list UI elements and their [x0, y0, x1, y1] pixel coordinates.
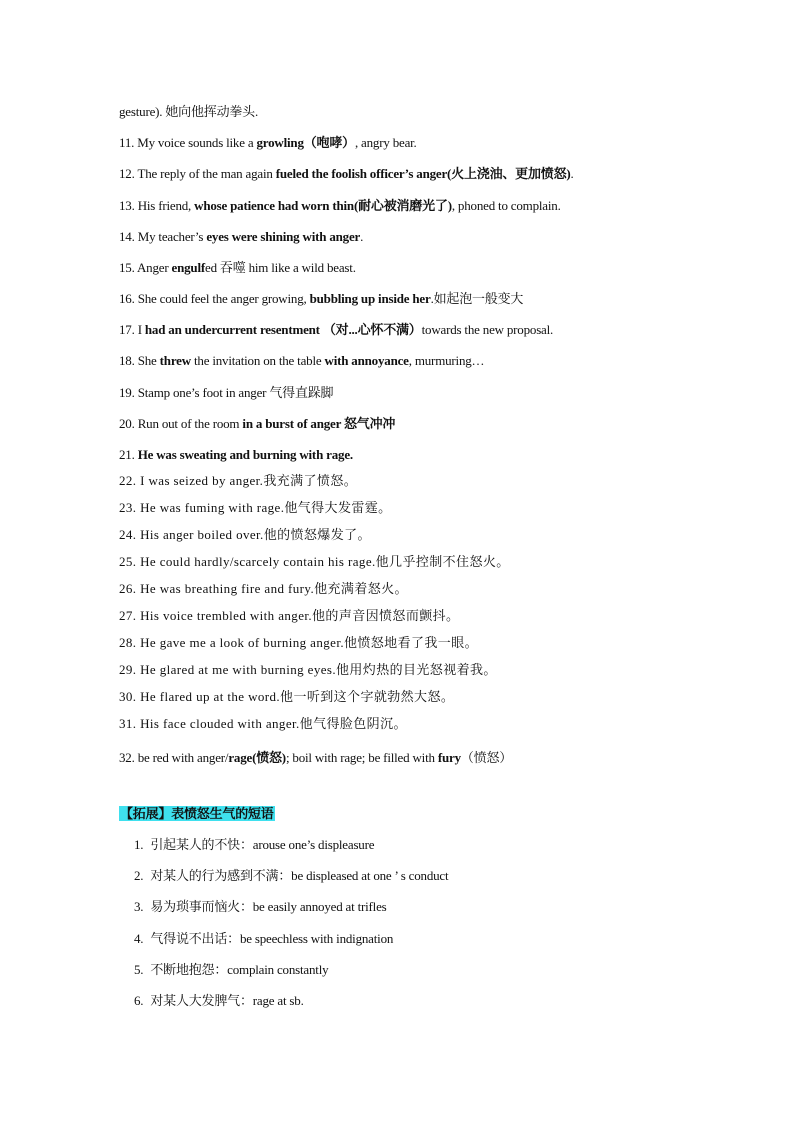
- bold-phrase: eyes were shining with anger: [206, 229, 361, 244]
- text-segment: He glared at me with burning eyes.他用灼热的目光怒视着我。: [136, 662, 497, 677]
- text-segment: .: [360, 229, 364, 244]
- text-line: [119, 165, 574, 183]
- line-number: 16.: [119, 291, 135, 306]
- line-number: 19.: [119, 385, 135, 400]
- extension-item: [134, 930, 393, 948]
- item-number: 4.: [134, 931, 144, 946]
- line-number: 12.: [119, 166, 135, 181]
- text-segment: be red with anger/: [134, 750, 229, 765]
- line-number: 28.: [119, 635, 137, 650]
- text-segment: , murmuring…: [408, 353, 485, 368]
- text-line: [119, 259, 356, 277]
- bold-phrase: bubbling up inside her: [309, 291, 431, 306]
- bold-phrase: growling（咆哮）: [256, 135, 355, 150]
- text-segment: Stamp one’s foot in anger 气得直跺脚: [134, 385, 334, 400]
- text-line: [119, 415, 395, 433]
- text-segment: （愤怒）: [460, 750, 513, 765]
- extension-item: [134, 961, 328, 979]
- text-segment: ; boil with rage; be filled with: [285, 750, 438, 765]
- text-segment: I: [134, 322, 145, 337]
- line-number: 15.: [119, 260, 135, 275]
- bold-phrase: rage(愤怒): [228, 750, 286, 765]
- text-line: [119, 634, 478, 652]
- text-segment: His face clouded with anger.他气得脸色阴沉。: [136, 716, 407, 731]
- text-segment: He gave me a look of burning anger.他愤怒地看了我一眼。: [136, 635, 478, 650]
- text-line: [119, 197, 561, 215]
- text-segment: He flared up at the word.他一听到这个字就勃然大怒。: [136, 689, 455, 704]
- text-line: [119, 290, 523, 308]
- bold-phrase: whose patience had worn thin(耐心被消磨光了): [194, 198, 452, 213]
- text-segment: , phoned to complain.: [451, 198, 561, 213]
- highlighted-title: 【拓展】表愤怒生气的短语: [120, 806, 274, 821]
- text-segment: She: [134, 353, 160, 368]
- item-number: 5.: [134, 962, 144, 977]
- line-number: 21.: [119, 447, 135, 462]
- bold-phrase: in a burst of anger 怒气冲冲: [242, 416, 396, 431]
- item-text: 易为琐事而恼火：be easily annoyed at trifles: [150, 899, 387, 914]
- text-line: [119, 228, 363, 246]
- item-text: 不断地抱怨：complain constantly: [150, 962, 329, 977]
- item-text: 对某人大发脾气：rage at sb.: [150, 993, 304, 1008]
- line-number: 31.: [119, 716, 137, 731]
- line-number: 30.: [119, 689, 137, 704]
- line-number: 27.: [119, 608, 137, 623]
- line-number: 32.: [119, 750, 135, 765]
- item-text: 对某人的行为感到不满：be displeased at one ’ s conduct: [150, 868, 449, 883]
- text-segment: He could hardly/scarcely contain his rage.他几乎控制不住怒火。: [136, 554, 510, 569]
- bold-phrase: had an undercurrent resentment （对...心怀不满）: [144, 322, 422, 337]
- item-number: 6.: [134, 993, 144, 1008]
- line-number: 26.: [119, 581, 137, 596]
- text-line: [119, 499, 392, 517]
- text-line: [119, 472, 357, 490]
- text-line: [119, 553, 510, 571]
- text-segment: The reply of the man again: [134, 166, 276, 181]
- line-number: 22.: [119, 473, 137, 488]
- text-segment: Anger: [134, 260, 172, 275]
- text-segment: His voice trembled with anger.他的声音因愤怒而颤抖。: [136, 608, 460, 623]
- text-segment: .: [570, 166, 574, 181]
- line-number: 23.: [119, 500, 137, 515]
- bold-phrase: engulf: [171, 260, 206, 275]
- text-segment: I was seized by anger.我充满了愤怒。: [136, 473, 358, 488]
- text-segment: , angry bear.: [354, 135, 417, 150]
- line-number: 20.: [119, 416, 135, 431]
- text-line: [119, 607, 459, 625]
- line-number: 29.: [119, 662, 137, 677]
- bold-phrase: He was sweating and burning with rage.: [134, 447, 353, 462]
- text-line: [119, 321, 553, 339]
- extension-item: [134, 867, 448, 885]
- text-segment: towards the new proposal.: [421, 322, 554, 337]
- text-segment: My teacher’s: [134, 229, 207, 244]
- item-text: 引起某人的不快：arouse one’s displeasure: [150, 837, 375, 852]
- text-segment: My voice sounds like a: [134, 135, 257, 150]
- line-number: 18.: [119, 353, 135, 368]
- extension-heading: [119, 805, 275, 823]
- line-number: 13.: [119, 198, 135, 213]
- line-number: 14.: [119, 229, 135, 244]
- text-segment: She could feel the anger growing,: [134, 291, 310, 306]
- extension-item: [134, 992, 304, 1010]
- text-line: [119, 384, 333, 402]
- line-number: 24.: [119, 527, 137, 542]
- text-line: [119, 749, 512, 767]
- text-segment: He was breathing fire and fury.他充满着怒火。: [136, 581, 408, 596]
- bold-phrase: with annoyance: [324, 353, 409, 368]
- item-number: 2.: [134, 868, 144, 883]
- text-line: [119, 715, 407, 733]
- text-line: [119, 352, 484, 370]
- line-number: 17.: [119, 322, 135, 337]
- line-number: 11.: [119, 135, 135, 150]
- text-segment: His anger boiled over.他的愤怒爆发了。: [136, 527, 371, 542]
- text-line: [119, 688, 454, 706]
- text-line: [119, 661, 497, 679]
- item-number: 1.: [134, 837, 144, 852]
- item-text: 气得说不出话：be speechless with indignation: [150, 931, 394, 946]
- item-number: 3.: [134, 899, 144, 914]
- line-number: 25.: [119, 554, 137, 569]
- text-line: [119, 580, 408, 598]
- bold-phrase: threw: [159, 353, 191, 368]
- text-segment: the invitation on the table: [190, 353, 325, 368]
- text-line: [119, 103, 258, 121]
- extension-item: [134, 898, 387, 916]
- extension-item: [134, 836, 374, 854]
- text-line: [119, 526, 371, 544]
- text-line: [119, 446, 353, 464]
- text-segment: Run out of the room: [134, 416, 243, 431]
- text-segment: gesture). 她向他挥动拳头.: [119, 104, 259, 119]
- text-segment: .如起泡一般变大: [430, 291, 524, 306]
- text-segment: ed 吞噬 him like a wild beast.: [205, 260, 356, 275]
- text-segment: His friend,: [134, 198, 195, 213]
- bold-phrase: fury: [437, 750, 461, 765]
- text-line: [119, 134, 417, 152]
- text-segment: He was fuming with rage.他气得大发雷霆。: [136, 500, 392, 515]
- bold-phrase: fueled the foolish officer’s anger(火上浇油、更加愤怒): [275, 166, 571, 181]
